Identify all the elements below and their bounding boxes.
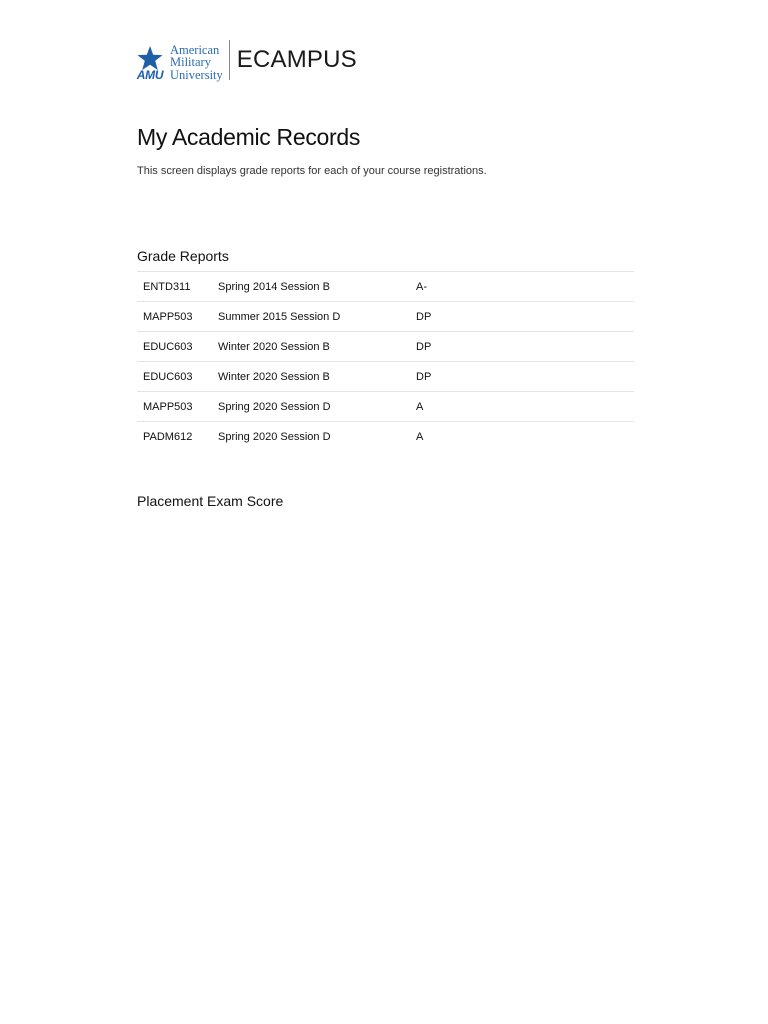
course-grade: A- [416, 280, 427, 293]
course-term: Spring 2014 Session B [218, 280, 330, 293]
grade-reports-table [137, 271, 634, 452]
course-term: Summer 2015 Session D [218, 310, 341, 323]
logo-name-line: American [170, 42, 220, 57]
course-code: EDUC603 [143, 340, 193, 353]
course-grade: DP [416, 310, 432, 323]
grade-reports-title: Grade Reports [137, 248, 229, 264]
course-term: Spring 2020 Session D [218, 400, 331, 413]
page-title: My Academic Records [137, 124, 361, 150]
table-row [137, 422, 634, 452]
course-code: MAPP503 [143, 400, 193, 413]
course-code: PADM612 [143, 430, 193, 443]
course-code: EDUC603 [143, 370, 193, 383]
course-grade: DP [416, 370, 432, 383]
logo-abbreviation: AMU [136, 68, 164, 82]
logo-name-line: Military [170, 55, 211, 69]
logo-school-name [170, 44, 223, 82]
table-row [137, 272, 634, 302]
course-term: Winter 2020 Session B [218, 340, 330, 353]
course-term: Spring 2020 Session D [218, 430, 331, 443]
logo-name-line: University [170, 67, 223, 82]
placement-exam-title: Placement Exam Score [137, 493, 284, 509]
table-row [137, 332, 634, 362]
site-header [133, 38, 357, 82]
course-term: Winter 2020 Session B [218, 370, 330, 383]
course-code: MAPP503 [143, 310, 193, 323]
table-row [137, 362, 634, 392]
table-row [137, 302, 634, 332]
logo-divider [229, 40, 230, 80]
page-description: This screen displays grade reports for each of your course registrations. [137, 165, 487, 177]
course-grade: A [416, 400, 424, 413]
amu-logo[interactable] [133, 39, 223, 81]
table-row [137, 392, 634, 422]
course-grade: DP [416, 340, 432, 353]
portal-name: ECAMPUS [236, 46, 357, 73]
logo-mark [133, 46, 167, 81]
course-code: ENTD311 [143, 280, 191, 293]
course-grade: A [416, 430, 424, 443]
